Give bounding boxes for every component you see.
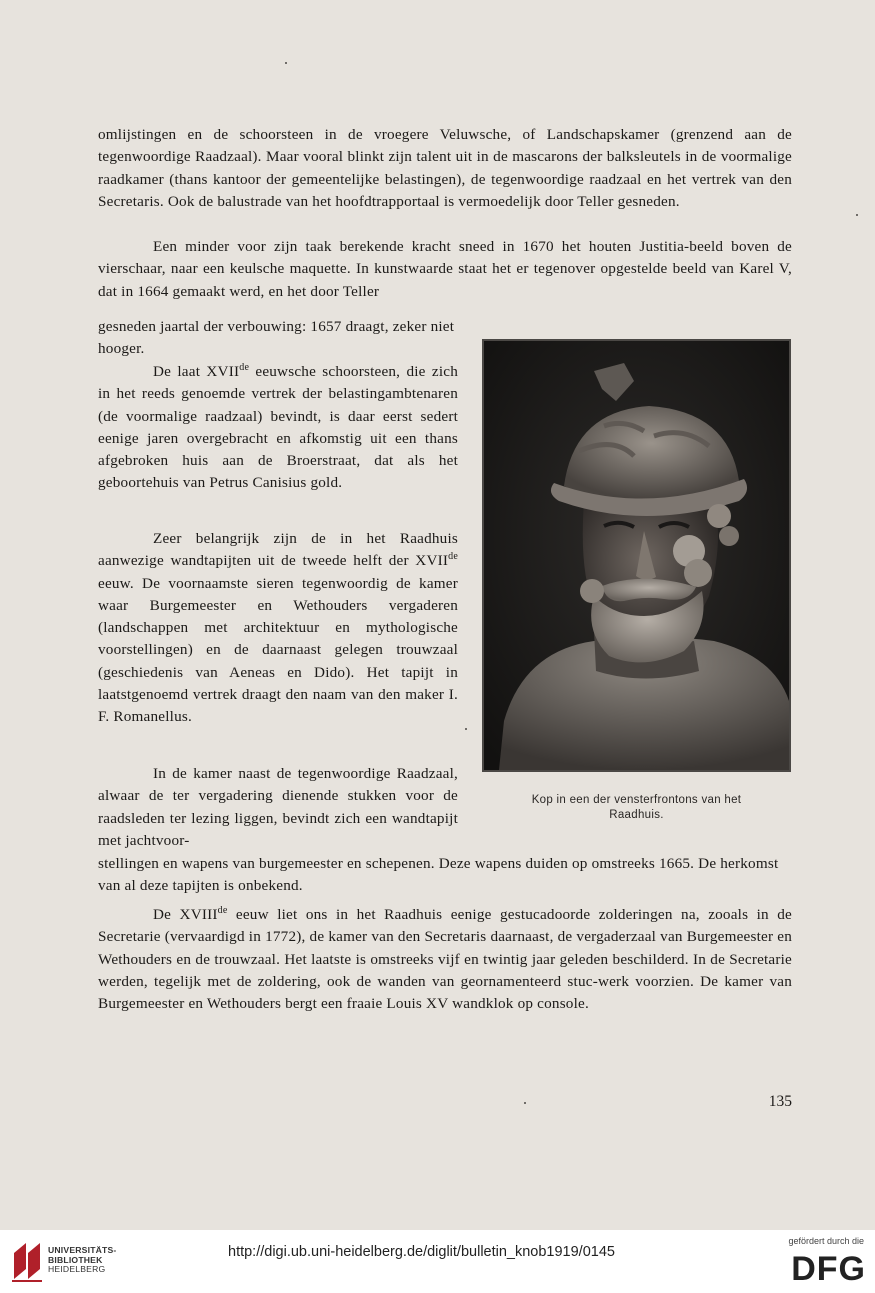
footer-bar <box>0 1230 875 1293</box>
source-url-link[interactable]: http://digi.ub.uni-heidelberg.de/diglit/bulletin_knob1919/0145 <box>228 1244 615 1260</box>
scan-speck <box>856 214 858 216</box>
paragraph-5-continuation: stellingen en wapens van burgemeester en schepenen. Deze wapens duiden op omstreeks 1665. De herkomst van al deze tapijten is onbekend. <box>98 855 779 895</box>
paragraph-6: De XVIIIde eeuw liet ons in het Raadhuis eenige gestucadoorde zolderingen na, zooals in de Secretarie (vervaardigd in 1772), de kamer van den Secretaris daarnaast, de vergaderzaal van Burgemeester en Wethouders en de trouwzaal. Het laatste is omstreeks vijf en twintig jaar geleden beschilderd. In de Secretarie werden, tegelijk met de zoldering, ook de wanden van geornamenteerd stuc-werk voorzien. De kamer van Burgemeester en Wethouders bergt een fraaie Louis XV wandklok op console. <box>98 905 793 1013</box>
paragraph-1: omlijstingen en de schoorsteen in de vroegere Veluwsche, of Landschapskamer (grenzend aan de tegenwoordige Raadzaal). Maar vooral blinkt zijn talent uit in de mascarons der balksleutels in de voormalige raadkamer (thans kantoor der gemeentelijke belastingen), de tegenwoordige raadzaal en het vertrek van den Secretaris. Ook de balustrade van het hoofdtrapportaal is vermoedelijk door Teller gesneden. <box>98 126 792 210</box>
funding-text: gefördert durch die <box>788 1236 864 1246</box>
paragraph-3: De laat XVIIde eeuwsche schoorsteen, die zich in het reeds genoemde vertrek der belastingambtenaren (de voormalige raadzaal) bevindt, is daar eerst sedert eenige jaren overgebracht en afkomstig uit een thans afgebroken huis aan de Broerstraat, dat als het geboortehuis van Petrus Canisius gold. <box>98 362 458 492</box>
university-library-logo-icon <box>10 1239 46 1283</box>
carved-head-illustration <box>484 341 789 770</box>
dfg-logo: DFG <box>791 1250 866 1288</box>
scan-speck <box>285 62 287 64</box>
paragraph-2: Een minder voor zijn taak berekende kracht sneed in 1670 het houten Justitia-beeld boven de vierschaar, naar een keulsche maquette. In kunstwaarde staat het er tegenover opgestelde beeld van Karel V, dat in 1664 gemaakt werd, en het door Teller <box>98 238 792 300</box>
page-number: 135 <box>768 1093 792 1110</box>
figure-caption: Kop in een der vensterfrontons van het Raadhuis. <box>531 794 742 821</box>
scan-speck <box>465 728 467 730</box>
scan-speck <box>524 1102 526 1104</box>
figure-carved-head-photo <box>482 339 791 772</box>
paragraph-2-continuation: gesneden jaartal der verbouwing: 1657 draagt, zeker niet hooger. <box>98 318 455 358</box>
paragraph-4: Zeer belangrijk zijn de in het Raadhuis aanwezige wandtapijten uit de tweede helft der XVIIde eeuw. De voornaamste sieren tegenwoordig de kamer waar Burgemeester en Wethouders vergaderen (landschappen met architektuur en mythologische voorstellingen) en de daarnaast gelegen trouwzaal (geschiedenis van Aeneas en Dido). Het tapijt in laatstgenoemd vertrek draagt den naam van den maker I. F. Romanellus. <box>98 530 458 726</box>
library-name: UNIVERSITÄTS- BIBLIOTHEK HEIDELBERG <box>48 1245 117 1275</box>
paragraph-5: In de kamer naast de tegenwoordige Raadzaal, alwaar de ter vergadering dienende stukken voor de raadsleden ter lezing liggen, bevindt zich een wandtapijt met jachtvoor- <box>98 765 458 849</box>
